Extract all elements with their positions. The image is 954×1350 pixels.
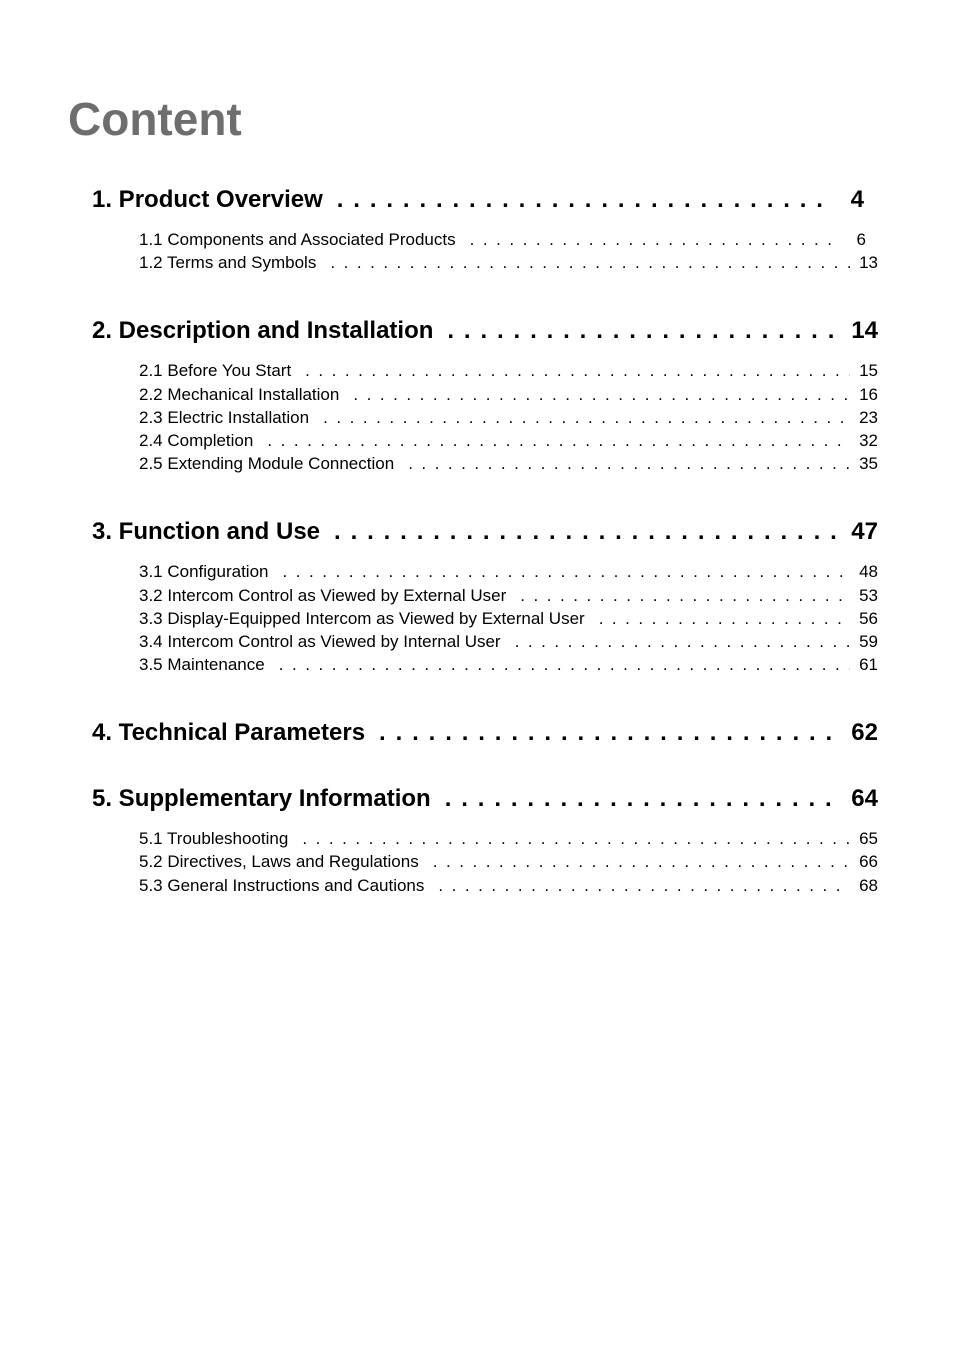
dot-leader (408, 452, 850, 475)
toc-page-number: 65 (859, 829, 878, 849)
toc-page-number: 53 (859, 585, 878, 605)
toc-subentry-label: 2.3 Electric Installation (139, 407, 310, 427)
toc-entry-technical-parameters[interactable] (92, 714, 878, 752)
toc-subentry-label: 2.2 Mechanical Installation (139, 384, 340, 404)
dot-leader (334, 513, 842, 551)
toc-subentry-label: 1.2 Terms and Symbols (139, 253, 317, 273)
toc-subentry[interactable] (139, 630, 878, 653)
toc-subentry-label: 3.1 Configuration (139, 562, 269, 582)
dot-leader (438, 874, 850, 897)
toc-section-2 (92, 312, 878, 513)
toc-subentry[interactable] (139, 406, 878, 429)
toc-subentry-label: 3.4 Intercom Control as Viewed by Internal User (139, 631, 501, 651)
toc-page-number: 35 (859, 454, 878, 474)
toc-page-number: 59 (859, 631, 878, 651)
toc-subentry[interactable] (139, 359, 878, 382)
toc-page-number: 56 (859, 608, 878, 628)
toc-page-number: 14 (851, 317, 878, 345)
toc-entry-description-installation[interactable] (92, 312, 878, 350)
toc-subentry-label: 5.2 Directives, Laws and Regulations (139, 852, 419, 872)
toc-entry-function-use[interactable] (92, 513, 878, 551)
dot-leader (267, 429, 850, 452)
table-of-contents (92, 181, 878, 897)
toc-section-4 (92, 714, 878, 780)
toc-subentry-label: 2.1 Before You Start (139, 361, 292, 381)
toc-page-number: 16 (859, 384, 878, 404)
dot-leader (279, 653, 850, 676)
toc-subentry-label: 3.2 Intercom Control as Viewed by External User (139, 585, 507, 605)
toc-subentry[interactable] (139, 874, 878, 897)
toc-page-number: 64 (851, 785, 878, 813)
toc-subentry-label: 3.5 Maintenance (139, 655, 265, 675)
dot-leader (470, 228, 838, 251)
toc-subentry-label: 2.5 Extending Module Connection (139, 454, 395, 474)
toc-page-number: 4 (850, 186, 864, 213)
toc-subentry[interactable] (139, 850, 878, 873)
toc-subentry-label: 5.1 Troubleshooting (139, 829, 289, 849)
dot-leader (323, 406, 850, 429)
dot-leader (353, 383, 850, 406)
dot-leader (445, 780, 842, 818)
toc-subentry[interactable] (139, 429, 878, 452)
toc-entry-label: 4. Technical Parameters (92, 719, 366, 747)
toc-subentry[interactable] (139, 653, 878, 676)
dot-leader (520, 584, 850, 607)
toc-entry-supplementary-information[interactable] (92, 780, 878, 818)
toc-page-number: 6 (856, 230, 866, 249)
dot-leader (337, 181, 828, 219)
dot-leader (599, 607, 850, 630)
toc-subentry[interactable] (139, 383, 878, 406)
toc-section-5 (92, 780, 878, 897)
toc-subentry[interactable] (139, 607, 878, 630)
toc-entry-label: 5. Supplementary Information (92, 785, 431, 813)
page-title: Content (68, 93, 242, 145)
dot-leader (447, 312, 842, 350)
toc-subentries (139, 560, 878, 676)
dot-leader (433, 850, 850, 873)
toc-subentry-label: 5.3 General Instructions and Cautions (139, 875, 425, 895)
dot-leader (379, 714, 842, 752)
toc-page-number: 47 (851, 518, 878, 546)
toc-page-number: 15 (859, 361, 878, 381)
toc-subentry-label: 1.1 Components and Associated Products (139, 230, 456, 249)
dot-leader (515, 630, 850, 653)
dot-leader (302, 827, 850, 850)
toc-page-number: 68 (859, 875, 878, 895)
toc-entry-label: 2. Description and Installation (92, 317, 434, 345)
toc-subentry[interactable] (139, 452, 878, 475)
toc-subentry-label: 3.3 Display-Equipped Intercom as Viewed by External User (139, 608, 585, 628)
toc-subentry[interactable] (139, 228, 878, 251)
dot-leader (282, 560, 850, 583)
toc-page-number: 62 (851, 719, 878, 747)
toc-subentry[interactable] (139, 827, 878, 850)
toc-page-number: 23 (859, 407, 878, 427)
toc-subentries (139, 359, 878, 475)
toc-section-1 (92, 181, 878, 312)
toc-subentries (139, 827, 878, 897)
toc-page-number: 66 (859, 852, 878, 872)
dot-leader (330, 251, 850, 274)
toc-subentry[interactable] (139, 584, 878, 607)
toc-entry-label: 3. Function and Use (92, 518, 321, 546)
dot-leader (305, 359, 850, 382)
toc-subentry[interactable] (139, 560, 878, 583)
toc-entry-product-overview[interactable] (92, 181, 878, 219)
toc-page-number: 13 (859, 253, 878, 273)
toc-entry-label: 1. Product Overview (92, 186, 323, 213)
toc-section-3 (92, 513, 878, 714)
toc-subentries (139, 228, 878, 274)
toc-page-number: 61 (859, 655, 878, 675)
toc-subentry-label: 2.4 Completion (139, 430, 254, 450)
toc-page-number: 48 (859, 562, 878, 582)
toc-subentry[interactable] (139, 251, 878, 274)
toc-page-number: 32 (859, 430, 878, 450)
